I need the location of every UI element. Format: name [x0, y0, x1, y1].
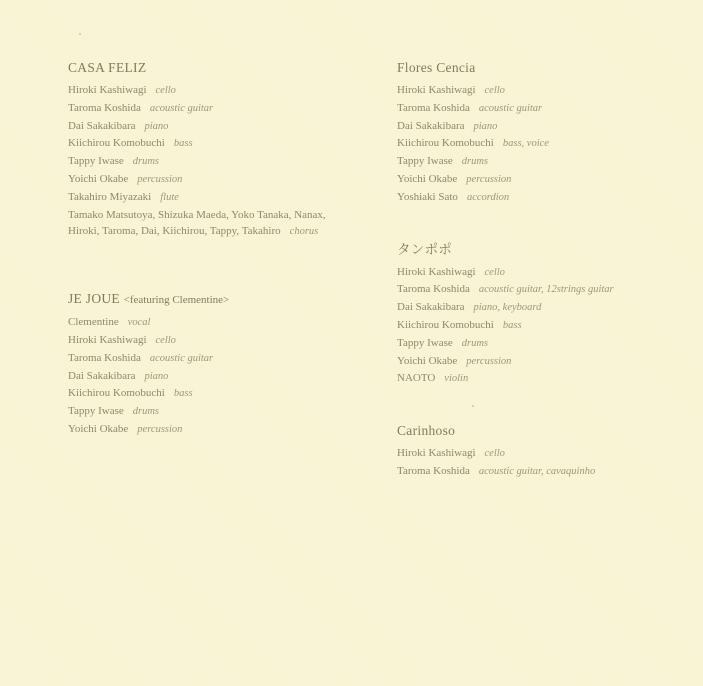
instrument-role: cello: [484, 448, 505, 460]
musician-name: Takahiro Miyazaki: [68, 190, 152, 203]
musician-name: Hiroki Kashiwagi: [397, 84, 476, 96]
instrument-role: vocal: [127, 317, 151, 329]
section-title: CASA FELIZ: [68, 60, 147, 75]
instrument-role: cello: [484, 266, 505, 278]
credit-line: [68, 403, 388, 421]
musician-name: Taroma Koshida: [397, 101, 470, 114]
instrument-role: acoustic guitar: [478, 102, 543, 114]
musician-name: Yoichi Okabe: [68, 172, 129, 185]
credit-line: [68, 135, 388, 153]
credit-line: [397, 335, 703, 353]
credit-line: [68, 368, 388, 386]
musician-name: Tappy Iwase: [68, 405, 124, 418]
credit-line: [397, 445, 703, 463]
credit-line: [68, 421, 388, 439]
credit-line: [397, 189, 703, 207]
credit-line: [68, 171, 388, 189]
musician-name: Clementine: [68, 316, 119, 329]
credit-line: [397, 135, 703, 153]
musician-name: Tappy Iwase: [397, 155, 453, 168]
left-column: [68, 60, 388, 439]
credit-line: [68, 82, 388, 100]
musician-name: Hiroki Kashiwagi: [68, 84, 147, 96]
member-list: [68, 314, 388, 439]
instrument-role: acoustic guitar, 12strings guitar: [478, 284, 614, 296]
credit-line: [397, 118, 703, 136]
chorus-names-line-2: Hiroki, Taroma, Dai, Kiichirou, Tappy, Takahiro: [68, 225, 281, 238]
credit-line: [397, 171, 703, 189]
instrument-role: drums: [461, 156, 489, 168]
musician-name: Dai Sakakibara: [397, 119, 465, 132]
credit-line: [397, 100, 703, 118]
musician-name: Taroma Koshida: [68, 101, 141, 114]
musician-name: Tappy Iwase: [68, 155, 124, 168]
section-casa-feliz: [68, 60, 388, 241]
credit-line: [68, 189, 388, 207]
musician-name: Dai Sakakibara: [68, 119, 136, 132]
credit-line: [397, 317, 703, 335]
credit-line: [397, 370, 703, 388]
instrument-role: piano, keyboard: [473, 302, 542, 314]
instrument-role: percussion: [137, 173, 183, 185]
musician-name: Yoshiaki Sato: [397, 190, 458, 203]
member-list: [397, 264, 703, 389]
instrument-role: piano: [144, 370, 169, 382]
instrument-role: piano: [473, 120, 498, 132]
musician-name: Taroma Koshida: [397, 464, 470, 477]
section-subtitle: <featuring Clementine>: [123, 294, 230, 307]
musician-name: Hiroki Kashiwagi: [397, 265, 476, 278]
musician-name: NAOTO: [397, 372, 436, 385]
credit-line: [68, 100, 388, 118]
section-title: Flores Cencia: [397, 60, 476, 75]
chorus-role: chorus: [289, 226, 319, 238]
member-list: [397, 445, 703, 481]
instrument-role: violin: [444, 373, 469, 385]
section-tanpopo: [397, 242, 703, 389]
instrument-role: cello: [484, 85, 505, 96]
credit-line: [397, 264, 703, 282]
instrument-role: bass: [173, 138, 193, 150]
instrument-role: cello: [155, 85, 176, 96]
instrument-role: drums: [461, 337, 489, 349]
instrument-role: cello: [155, 334, 176, 346]
musician-name: Hiroki Kashiwagi: [68, 333, 147, 346]
credit-line: [397, 281, 703, 299]
musician-name: Taroma Koshida: [397, 283, 470, 296]
section-title: タンポポ: [397, 241, 453, 257]
credit-line: [397, 153, 703, 171]
musician-name: Kiichirou Komobuchi: [397, 137, 494, 150]
instrument-role: acoustic guitar, cavaquinho: [478, 465, 596, 477]
credit-line: [68, 314, 388, 332]
instrument-role: bass: [502, 319, 522, 331]
credit-line: [68, 350, 388, 368]
section-title: JE JOUE <featuring Clementine>: [68, 291, 230, 307]
chorus-credit: [68, 207, 353, 242]
credit-line: [397, 299, 703, 317]
musician-name: Kiichirou Komobuchi: [68, 137, 165, 150]
musician-name: Dai Sakakibara: [68, 369, 136, 382]
section-carinhoso: [397, 423, 703, 481]
credit-line: [68, 385, 388, 403]
member-list: [397, 82, 703, 207]
musician-name: Yoichi Okabe: [397, 354, 458, 367]
instrument-role: flute: [160, 191, 179, 203]
credit-line: [397, 353, 703, 371]
instrument-role: percussion: [137, 423, 183, 435]
musician-name: Dai Sakakibara: [397, 301, 465, 314]
instrument-role: percussion: [466, 173, 512, 185]
musician-name: Taroma Koshida: [68, 351, 141, 364]
instrument-role: acoustic guitar: [149, 102, 214, 114]
musician-name: Hiroki Kashiwagi: [397, 447, 476, 460]
instrument-role: bass: [173, 388, 193, 400]
instrument-role: piano: [144, 120, 169, 132]
credit-line: [68, 332, 388, 350]
section-flores-cencia: [397, 60, 703, 207]
chorus-names-line-1: Tamako Matsutoya, Shizuka Maeda, Yoko Tanaka, Nanax,: [68, 208, 326, 221]
right-column: [397, 60, 703, 481]
credit-line: [68, 153, 388, 171]
instrument-role: drums: [132, 156, 160, 168]
credit-line: [397, 463, 703, 481]
instrument-role: bass, voice: [502, 138, 549, 150]
credit-line: [68, 118, 388, 136]
instrument-role: drums: [132, 406, 160, 418]
instrument-role: percussion: [466, 355, 512, 367]
musician-name: Yoichi Okabe: [397, 172, 458, 185]
section-je-joue: [68, 291, 388, 439]
musician-name: Yoichi Okabe: [68, 422, 129, 435]
instrument-role: accordion: [466, 191, 510, 203]
speck-dot: [79, 33, 81, 35]
section-title: Carinhoso: [397, 423, 456, 439]
member-list: [68, 82, 388, 207]
instrument-role: acoustic guitar: [149, 352, 214, 364]
musician-name: Kiichirou Komobuchi: [397, 318, 494, 331]
musician-name: Tappy Iwase: [397, 336, 453, 349]
musician-name: Kiichirou Komobuchi: [68, 387, 165, 400]
credit-line: [397, 82, 703, 100]
